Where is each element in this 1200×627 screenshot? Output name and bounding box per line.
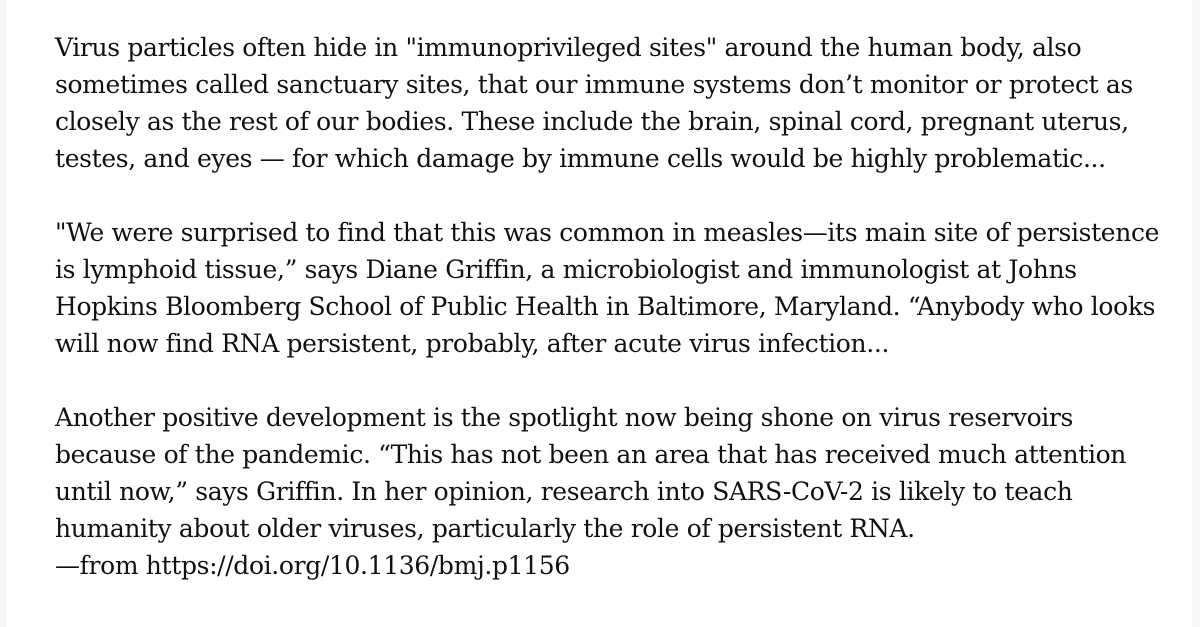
quote-paragraph-2: "We were surprised to find that this was common in measles—its main site of persistence is lymphoid tissue,” says Diane Griffin, a microbiologist and immunologist at Johns Hopkins Bloomberg School of Public Health in Baltimore, Maryland. “Anybody who looks will now find RNA persistent, probably, after acute virus infection... bbox=[55, 218, 1160, 358]
quote-paragraph-3: Another positive development is the spotlight now being shone on virus reservoirs because of the pandemic. “This has not been an area that has received much attention until now,” says Griffin. In her opinion, research into SARS-CoV-2 is likely to teach humanity about older viruses, particularly the role of persistent RNA. bbox=[55, 403, 1127, 543]
quote-paragraph-1: Virus particles often hide in "immunoprivileged sites" around the human body, also sometimes called sanctuary sites, that our immune systems don’t monitor or protect as closely as the rest of our bodies. These include the brain, spinal cord, pregnant uterus, testes, and eyes — for which damage by immune cells would be highly problematic... bbox=[55, 33, 1133, 173]
source-citation: —from https://doi.org/10.1136/bmj.p1156 bbox=[55, 551, 570, 580]
quote-body bbox=[55, 29, 1165, 584]
